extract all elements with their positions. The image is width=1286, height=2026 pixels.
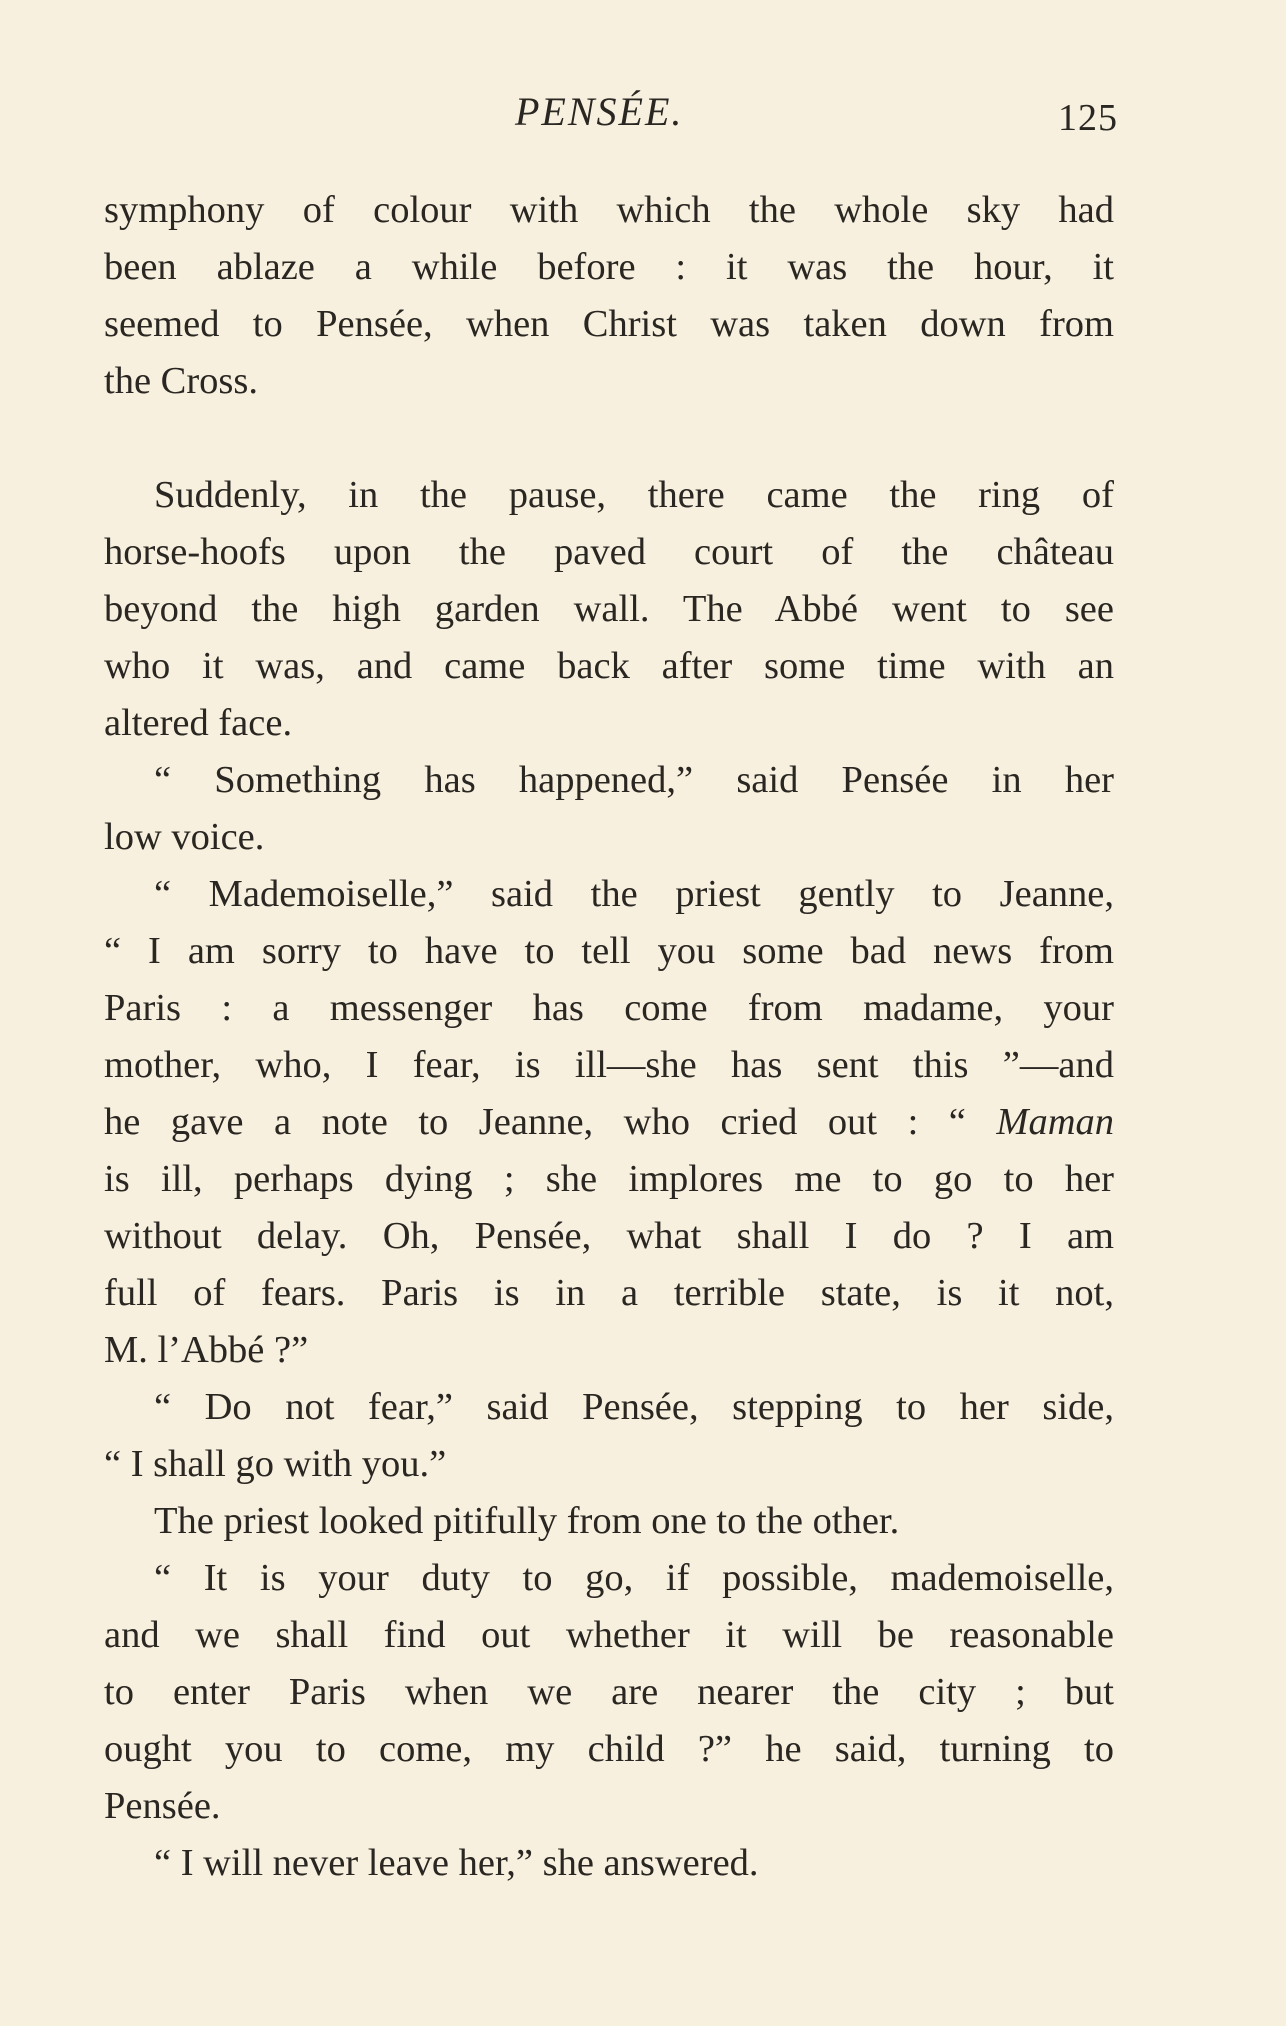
paragraph <box>104 1379 1114 1493</box>
text-line: Paris : a messenger has come from madame, your <box>104 987 1114 1029</box>
text-line: “ Do not fear,” said Pensée, stepping to her side, <box>154 1386 1114 1428</box>
text-line: “ I shall go with you.” <box>104 1443 447 1485</box>
italic-word: Maman <box>996 1101 1115 1143</box>
text-line: full of fears. Paris is in a terrible state, is it not, <box>104 1272 1114 1314</box>
text-line: “ Mademoiselle,” said the priest gently to Jeanne, <box>154 873 1114 915</box>
running-title: PENSÉE. <box>515 89 684 134</box>
section-break <box>104 410 1114 467</box>
text-line: low voice. <box>104 816 265 858</box>
text-line: Suddenly, in the pause, there came the ring of <box>154 474 1114 516</box>
text-line: “ I am sorry to have to tell you some bad news from <box>104 930 1114 972</box>
page-number: 125 <box>1058 97 1118 139</box>
body-text <box>104 182 1114 1892</box>
running-head <box>0 88 1286 138</box>
text-line: and we shall find out whether it will be reasonable <box>104 1614 1114 1656</box>
paragraph <box>104 1835 1114 1892</box>
text-line: beyond the high garden wall. The Abbé went to see <box>104 588 1114 630</box>
text-line: is ill, perhaps dying ; she implores me to go to her <box>104 1158 1114 1200</box>
text-line: been ablaze a while before : it was the hour, it <box>104 246 1114 288</box>
text-line: “ Something has happened,” said Pensée in her <box>154 759 1114 801</box>
text-line: without delay. Oh, Pensée, what shall I do ? I am <box>104 1215 1114 1257</box>
text-line: M. l’Abbé ?” <box>104 1329 309 1371</box>
text-line: ought you to come, my child ?” he said, turning to <box>104 1728 1114 1770</box>
paragraph <box>104 752 1114 866</box>
text-line: “ I will never leave her,” she answered. <box>154 1842 759 1884</box>
text-line: to enter Paris when we are nearer the city ; but <box>104 1671 1114 1713</box>
paragraph <box>104 1493 1114 1550</box>
paragraph <box>104 182 1114 410</box>
paragraph <box>104 467 1114 752</box>
text-line: symphony of colour with which the whole sky had <box>104 189 1114 231</box>
text-line: who it was, and came back after some time with an <box>104 645 1114 687</box>
text-line-with-italic <box>104 1094 1114 1151</box>
paragraph <box>104 866 1114 1379</box>
text-line: he gave a note to Jeanne, who cried out : “ <box>104 1101 966 1143</box>
paragraph <box>104 1550 1114 1835</box>
text-line: altered face. <box>104 702 293 744</box>
text-line: seemed to Pensée, when Christ was taken down from <box>104 303 1114 345</box>
text-line: Pensée. <box>104 1785 221 1827</box>
text-line: “ It is your duty to go, if possible, mademoiselle, <box>154 1557 1114 1599</box>
text-line: mother, who, I fear, is ill—she has sent this ”—and <box>104 1044 1114 1086</box>
text-line: horse-hoofs upon the paved court of the château <box>104 531 1114 573</box>
text-line: The priest looked pitifully from one to the other. <box>154 1500 900 1542</box>
text-line: the Cross. <box>104 360 258 402</box>
